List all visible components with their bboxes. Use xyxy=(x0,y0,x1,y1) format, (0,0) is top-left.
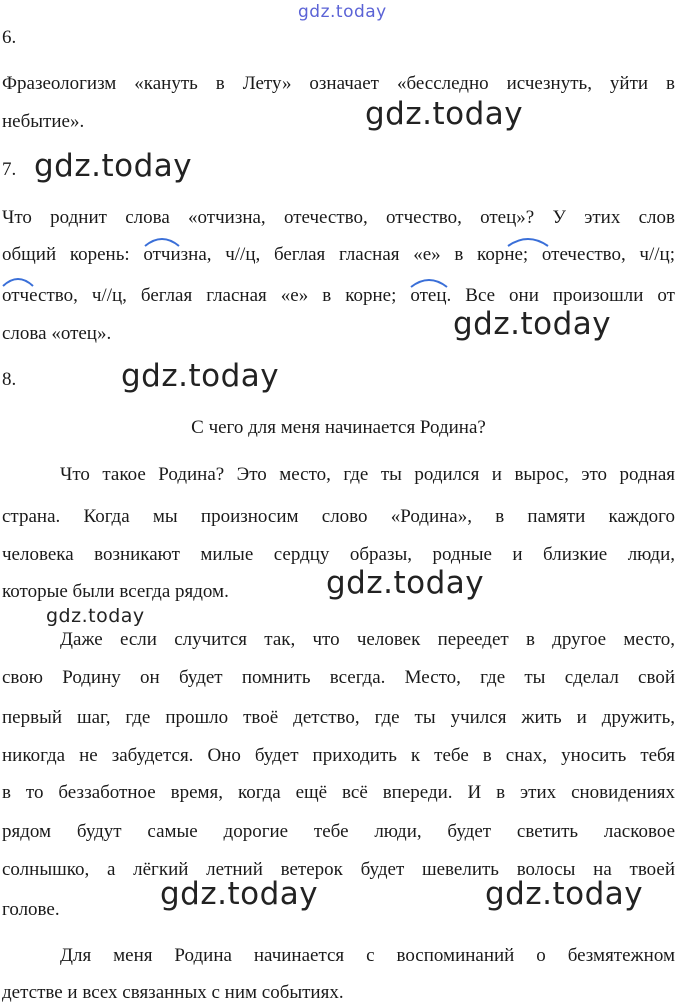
section-number-6: 6. xyxy=(2,27,17,48)
essay-title: С чего для меня начинается Родина? xyxy=(191,417,486,438)
watermark: gdz.today xyxy=(121,358,280,394)
paragraph-line: страна. Когда мы произносим слово «Родина», в памяти каждого xyxy=(2,506,675,527)
watermark: gdz.today xyxy=(453,306,612,342)
watermark: gdz.today xyxy=(365,96,524,132)
section-number-7: 7. xyxy=(2,159,17,180)
paragraph-line: отчество, ч//ц, беглая гласная «е» в корне; отец. Все они произошли от xyxy=(2,285,675,306)
paragraph-line: слова «отец». xyxy=(2,323,112,344)
paragraph-line: никогда не забудется. Оно будет приходить к тебе в снах, уносить тебя xyxy=(2,745,675,766)
paragraph-line: детстве и всех связанных с ним событиях. xyxy=(2,982,344,1003)
watermark: gdz.today xyxy=(34,148,193,184)
watermark-top: gdz.today xyxy=(298,2,387,22)
watermark: gdz.today xyxy=(160,876,319,912)
paragraph-line: Что такое Родина? Это место, где ты родился и вырос, это родная xyxy=(60,464,675,485)
paragraph-line: первый шаг, где прошло твоё детство, где ты учился жить и дружить, xyxy=(2,707,675,728)
watermark: gdz.today xyxy=(46,605,145,627)
paragraph-line: Даже если случится так, что человек переедет в другое место, xyxy=(60,629,675,650)
paragraph-line: Фразеологизм «кануть в Лету» означает «бесследно исчезнуть, уйти в xyxy=(2,73,675,94)
paragraph-line: Что роднит слова «отчизна, отечество, отчество, отец»? У этих слов xyxy=(2,207,675,228)
paragraph-line: солнышко, а лёгкий летний ветерок будет шевелить волосы на твоей xyxy=(2,859,675,880)
paragraph-line: общий корень: отчизна, ч//ц, беглая гласная «е» в корне; отечество, ч//ц; xyxy=(2,244,675,265)
paragraph-line: человека возникают милые сердцу образы, родные и близкие люди, xyxy=(2,544,675,565)
paragraph-line: рядом будут самые дорогие тебе люди, будет светить ласковое xyxy=(2,821,675,842)
paragraph-line: в то беззаботное время, когда ещё всё впереди. И в этих сновидениях xyxy=(2,782,675,803)
paragraph-line: небытие». xyxy=(2,111,85,132)
paragraph-line: которые были всегда рядом. xyxy=(2,581,229,602)
watermark: gdz.today xyxy=(326,565,485,601)
paragraph-line: свою Родину он будет помнить всегда. Место, где ты сделал свой xyxy=(2,667,675,688)
paragraph-line: голове. xyxy=(2,899,60,920)
section-number-8: 8. xyxy=(2,369,17,390)
paragraph-line: Для меня Родина начинается с воспоминаний о безмятежном xyxy=(60,945,675,966)
watermark: gdz.today xyxy=(485,876,644,912)
